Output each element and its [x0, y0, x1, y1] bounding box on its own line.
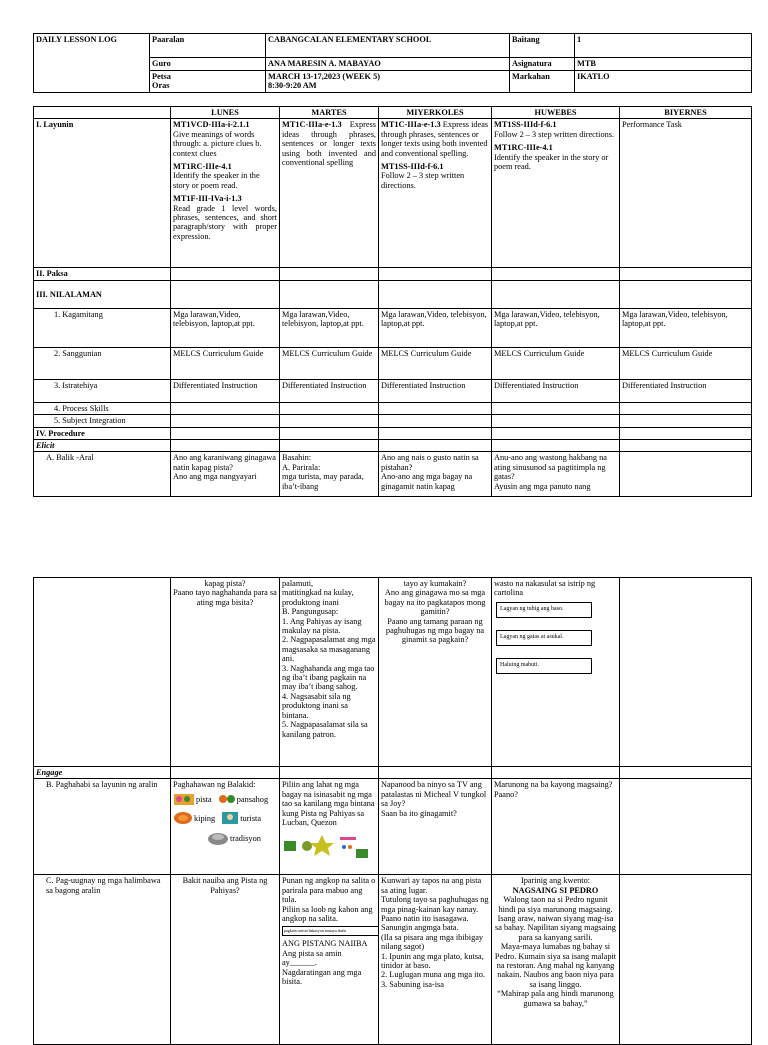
- day-header-lunes: LUNES: [171, 107, 280, 119]
- pista-image: [173, 792, 195, 808]
- lesson-table-page1: [33, 106, 752, 497]
- competency-text: Express ideas through phrases, sentences or longer texts using both invented and conventional spelling.: [381, 120, 489, 158]
- step-strip-3: Haluing mabuti.: [496, 658, 592, 674]
- kagamitang-martes: Mga larawan,Video, telebisyon, laptop,at ppt.: [280, 308, 379, 347]
- log-title: DAILY LESSON LOG: [34, 34, 150, 93]
- layunin-miyerkoles: [379, 119, 492, 268]
- istratehiya-lunes: Differentiated Instruction: [171, 379, 280, 402]
- balik-aral-miyerkoles-cont: tayo ay kumakain? Ano ang ginagawa mo sa mga bagay na ito pagkatapos mong gamitin? Paano ang tamang paraan ng paghuhugas ng mga bagay na ginamit sa pagkain?: [379, 578, 492, 767]
- competency-code: MT1C-IIIa-e-1.3: [381, 120, 441, 130]
- asignatura-value: MTB: [575, 58, 752, 71]
- markahan-label: Markahan: [510, 71, 575, 93]
- kagamitang-label: 1. Kagamitang: [34, 308, 171, 347]
- competency-text: Give meanings of words through: a. picture clues b. context clues: [173, 129, 262, 158]
- asignatura-label: Asignatura: [510, 58, 575, 71]
- pagugnay-biyernes: [620, 875, 752, 1045]
- competency-text: Read grade 1 level words, phrases, sentences, and short paragraph/story with proper expression.: [173, 203, 277, 241]
- procedure-label: IV. Procedure: [34, 427, 171, 439]
- balik-aral-lunes: Ano ang karaniwang ginagawa natin kapag pista? Ano ang mga nangyayari: [171, 452, 280, 497]
- competency-code: MT1RC-IIIe-4.1: [173, 162, 232, 172]
- kagamitang-biyernes: Mga larawan,Video, telebisyon, laptop,at ppt.: [620, 308, 752, 347]
- paghahabi-miyerkoles: Napanood ba ninyo sa TV ang patalastas ni Micheal V tungkol sa Joy? Saan ba ito ginagamit?: [379, 779, 492, 875]
- balik-aral-label: A. Balik -Aral: [34, 452, 171, 497]
- istratehiya-martes: Differentiated Instruction: [280, 379, 379, 402]
- layunin-lunes: [171, 119, 280, 268]
- competency-code: MT1C-IIIa-e-1.3: [282, 120, 342, 130]
- markahan-value: IKATLO: [575, 71, 752, 93]
- competency-code: MT1SS-IIId-f-6.1: [494, 120, 557, 130]
- huwebes-instruction: wasto na nakasulat sa istrip ng cartolina: [494, 579, 596, 598]
- layunin-biyernes: Performance Task: [620, 119, 752, 268]
- vocab-row: [173, 830, 277, 848]
- paghahabi-martes: [280, 779, 379, 875]
- kagamitang-lunes: Mga larawan,Video, telebisyon, laptop,at ppt.: [171, 308, 280, 347]
- balik-aral-biyernes-cont: [620, 578, 752, 767]
- paghahabi-label: B. Paghahabi sa layunin ng aralin: [34, 779, 171, 875]
- competency-code: MT1RC-IIIe-4.1: [494, 143, 553, 153]
- sanggunian-huwebes: MELCS Curriculum Guide: [492, 347, 620, 379]
- paksa-label: II. Paksa: [34, 268, 171, 280]
- guro-label: Guro: [150, 58, 266, 71]
- balik-aral-biyernes: [620, 452, 752, 497]
- day-header-huwebes: HUWEBES: [492, 107, 620, 119]
- vocab-word: pista: [196, 794, 212, 804]
- paghahabi-martes-text: Piliin ang lahat ng mga bagay na isinasabit ng mga tao sa kanilang mga bintana kung Pista ng Pahiyas sa Lucban, Quezon: [282, 780, 375, 828]
- competency-text: Identify the speaker in the story or poem read.: [173, 171, 260, 190]
- nilalaman-label: III. NILALAMAN: [34, 280, 171, 308]
- layunin-huwebes: [492, 119, 620, 268]
- competency-code: MT1F-III-IVa-i-1.3: [173, 194, 242, 204]
- competency-text: Follow 2 – 3 step written directions.: [381, 171, 465, 190]
- pagugnay-martes-instructions: Punan ng angkop na salita o parirala para mabuo ang tula. Piliin sa loob ng kahon ang angkop na salita.: [282, 876, 376, 924]
- pagugnay-miyerkoles: Kunwari ay tapos na ang pista sa ating lugar. Tutulong tayo sa paghuhugas ng mga pinag-kainan kay nanay. Paano natin ito isasagawa. Sanungin angmga bata. (Ila sa pisara ang mga ibibigay nilang sagot) 1. Ipunin ang mga plato, kutsa, tinidor at baso. 2. Luglugan muna ang mga ito. 3. Sabuning isa-isa: [379, 875, 492, 1045]
- sanggunian-biyernes: MELCS Curriculum Guide: [620, 347, 752, 379]
- competency-code: MT1VCD-IIIa-i-2.1.1: [173, 120, 250, 130]
- vocab-word: kiping: [194, 814, 216, 824]
- vocab-row: [173, 811, 277, 827]
- competency-text: Follow 2 – 3 step written directions.: [494, 129, 615, 139]
- layunin-martes: [280, 119, 379, 268]
- istratehiya-biyernes: Differentiated Instruction: [620, 379, 752, 402]
- petsa-oras-value: MARCH 13-17,2023 (WEEK 5) 8:30-9:20 AM: [266, 71, 510, 93]
- pagugnay-label: C. Pag-uugnay ng mga halimbawa sa bagong aralin: [34, 875, 171, 1045]
- sanggunian-lunes: MELCS Curriculum Guide: [171, 347, 280, 379]
- vocab-word: pansahog: [236, 794, 269, 804]
- paaralan-label: Paaralan: [150, 34, 266, 58]
- turista-image: [221, 811, 239, 827]
- word-choices-box: pagkain turista bakasyon masaya abala: [282, 926, 379, 936]
- pagugnay-huwebes: [492, 875, 620, 1045]
- elicit-label: Elicit: [34, 440, 171, 452]
- balik-aral-martes: Basahin: A. Parirala: mga turista, may parada, iba’t-ibang: [280, 452, 379, 497]
- vocab-word: tradisyon: [230, 833, 261, 843]
- petsa-oras-label: Petsa Oras: [150, 71, 266, 93]
- story-text: Walong taon na si Pedro ngunit hindi pa siya marunong magsaing. Isang araw, naiwan siyang mag-isa sa bahay. Napilitan siyang magsaing para sa kanyang sarili. Maya-maya lumabas ng bahay si Pedro. Kumain siya sa isang malapit na restoran. Ang mahal ng kanyang nakain. Naubos ang baon niya para sa isang linggo. “Mahirap pala ang hindi marunong gumawa sa bahay,”: [494, 895, 617, 1008]
- tradisyon-image: [207, 830, 229, 848]
- vocab-row: [173, 792, 277, 808]
- pagugnay-lunes: Bakit nauiba ang Pista ng Pahiyas?: [171, 875, 280, 1045]
- kiping-image: [173, 811, 193, 827]
- balik-aral-huwebes-cont: [492, 578, 620, 767]
- istratehiya-huwebes: Differentiated Instruction: [492, 379, 620, 402]
- pahiyas-items-icon: [282, 833, 370, 859]
- day-header-martes: MARTES: [280, 107, 379, 119]
- istratehiya-label: 3. Istratehiya: [34, 379, 171, 402]
- kagamitang-huwebes: Mga larawan,Video, telebisyon, laptop,at ppt.: [492, 308, 620, 347]
- story-intro: Iparinig ang kwento:: [520, 876, 591, 886]
- step-strip-2: Lagyan ng gatas at asukal.: [496, 630, 592, 646]
- balik-aral-cont-label: [34, 578, 171, 767]
- vocab-word: turista: [240, 814, 262, 824]
- competency-text: Express ideas through phrases, sentences or longer texts using both invented and conventional spelling: [282, 120, 376, 168]
- competency-text: Identify the speaker in the story or poem read.: [494, 152, 609, 172]
- paghahabi-lunes: [171, 779, 280, 875]
- balik-aral-miyerkoles: Ano ang nais o gusto natin sa pistahan? Ano-ano ang mga bagay na ginagamit natin kapag: [379, 452, 492, 497]
- paaralan-value: CABANGCALAN ELEMENTARY SCHOOL: [266, 34, 510, 58]
- kagamitang-miyerkoles: Mga larawan,Video, telebisyon, laptop,at ppt.: [379, 308, 492, 347]
- paghahabi-huwebes: Marunong na ba kayong magsaing? Paano?: [492, 779, 620, 875]
- istratehiya-miyerkoles: Differentiated Instruction: [379, 379, 492, 402]
- balik-aral-martes-cont: palamuti, matitingkad na kulay, produktong inani B. Pangungusap: 1. Ang Pahiyas ay isang makulay na pista. 2. Nagpapasalamat ang mga magsasaka sa masaganang ani. 3. Naghahanda ang mga tao ng iba’t ibang pagkain na may iba’t ibang sahog. 4. Nagsasabit sila ng produktong inani sa bintana. 5. Nagpapasalamat sila sa kanilang patron.: [280, 578, 379, 767]
- story-title: NAGSAING SI PEDRO: [512, 885, 599, 895]
- day-header-biyernes: BIYERNES: [620, 107, 752, 119]
- day-header-miyerkoles: MIYERKOLES: [379, 107, 492, 119]
- balik-aral-huwebes: Anu-ano ang wastong hakbang na ating sinusunod sa pagtitimpla ng gatas? Ayusin ang mga panuto nang: [492, 452, 620, 497]
- process-skills-label: 4. Process Skills: [34, 402, 171, 414]
- competency-code: MT1SS-IIId-f-6.1: [381, 162, 444, 172]
- lesson-table-page2: [33, 577, 752, 1045]
- sanggunian-miyerkoles: MELCS Curriculum Guide: [379, 347, 492, 379]
- sanggunian-label: 2. Sanggunian: [34, 347, 171, 379]
- pahiyas-images: [282, 833, 376, 861]
- baitang-value: 1: [575, 34, 752, 58]
- baitang-label: Baitang: [510, 34, 575, 58]
- guro-value: ANA MARESIN A. MABAYAO: [266, 58, 510, 71]
- balik-aral-lunes-cont: kapag pista? Paano tayo naghahanda para sa ating mga bisita?: [171, 578, 280, 767]
- subject-integration-label: 5. Subject Integration: [34, 415, 171, 427]
- sanggunian-martes: MELCS Curriculum Guide: [280, 347, 379, 379]
- paghahawan-title: Paghahawan ng Balakid:: [173, 780, 256, 790]
- layunin-label: I. Layunin: [34, 119, 171, 268]
- step-strip-1: Lagyan ng tubig ang baso.: [496, 602, 592, 618]
- poem-text: ANG PISTANG NAIIBA Ang pista sa amin ay______. Nagdaratingan ang mga bisita.: [282, 939, 368, 987]
- pagugnay-martes: [280, 875, 379, 1045]
- header-table: [33, 33, 752, 93]
- pansahog-image: [218, 793, 236, 807]
- engage-label: Engage: [34, 767, 171, 779]
- paghahabi-biyernes: [620, 779, 752, 875]
- day-header-empty: [34, 107, 171, 119]
